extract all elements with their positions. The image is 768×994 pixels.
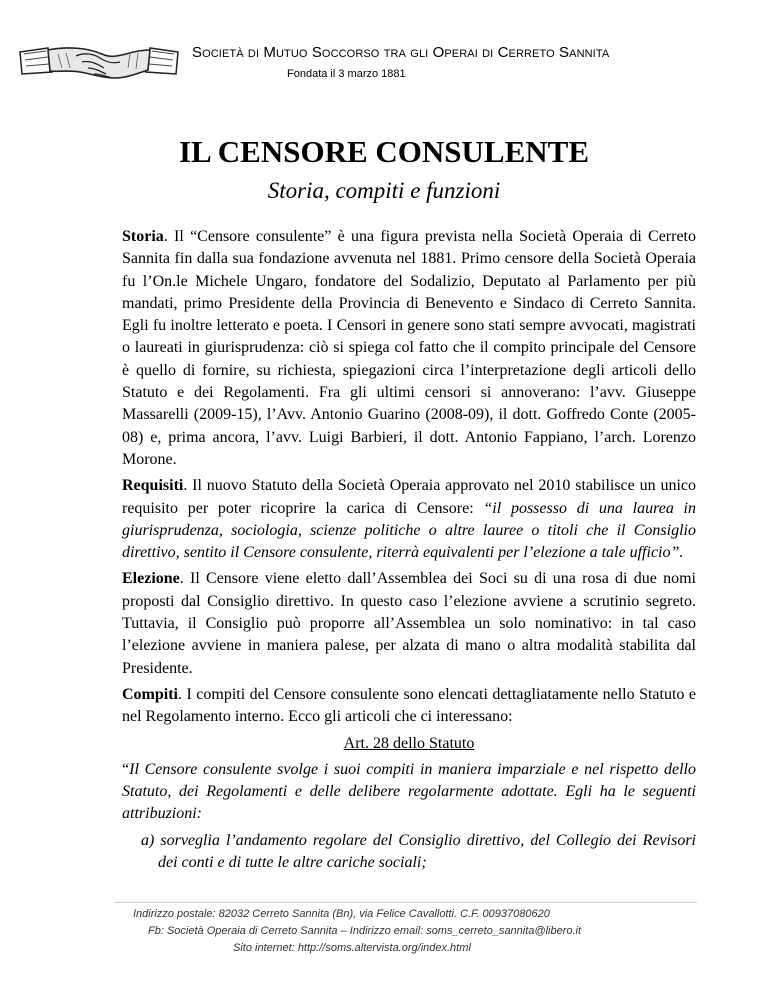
heading-elezione: Elezione	[122, 570, 180, 588]
paragraph-compiti: Compiti. I compiti del Censore consulente sono elencati dettagliatamente nello Statuto e nel Regolamento interno. Ecco gli articoli che ci interessano:	[122, 685, 696, 726]
list-item-a: a) sorveglia l’andamento regolare del Consiglio direttivo, del Collegio dei Revisori dei conti e di tutte le altre cariche sociali;	[141, 831, 696, 872]
paragraph-storia: Storia. Il “Censore consulente” è una figura prevista nella Società Operaia di Cerreto Sannita fin dalla sua fondazione avvenuta nel 1881. Primo censore della Società Operaia fu l’On.le Michele Ungaro, fondatore del Sodalizio, Deputato al Parlamento per più mandati, primo Presidente della Provincia di Benevento e Sindaco di Cerreto Sannita. Egli fu inoltre letterato e poeta. I Censori in genere sono stati sempre avvocati, magistrati o laureati in giurisprudenza: ciò si spiega col fatto che il compito principale del Censore è quello di fornire, su richiesta, spiegazioni circa l’interpretazione degli articoli dello Statuto e dei Regolamenti. Fra gli ultimi censori si annoverano: l’avv. Giuseppe Massarelli (2009-15), l’Avv. Antonio Guarino (2008-09), il dott. Goffredo Conte (2005-08) e, prima ancora, l’avv. Luigi Barbieri, il dott. Antonio Fappiano, l’arch. Lorenzo Morone.	[122, 228, 696, 468]
heading-compiti: Compiti	[122, 685, 178, 703]
society-name: Società di Mutuo Soccorso tra gli Operai di Cerreto Sannita	[192, 44, 610, 61]
document-body	[122, 226, 696, 878]
document-subtitle: Storia, compiti e funzioni	[267, 178, 501, 203]
footer-address: Indirizzo postale: 82032 Cerreto Sannita (Bn), via Felice Cavallotti. C.F. 00937080620	[133, 908, 550, 920]
heading-storia: Storia	[122, 228, 164, 245]
handshake-icon	[18, 38, 180, 84]
heading-requisiti: Requisiti	[122, 477, 184, 495]
footer-divider	[115, 902, 697, 903]
paragraph-elezione: Elezione. Il Censore viene eletto dall’Assemblea dei Soci su di una rosa di due nomi proposti dal Consiglio direttivo. In questo caso l’elezione avviene a scrutinio segreto. Tuttavia, il Consiglio può proporre all’Assemblea un solo nominativo: in tal caso l’elezione avviene in maniera palese, per alzata di mano o altra modalità stabilita dal Presidente.	[122, 570, 696, 677]
footer	[0, 906, 768, 957]
document-title: IL CENSORE CONSULENTE	[178, 134, 589, 169]
article-quote: “Il Censore consulente svolge i suoi compiti in maniera imparziale e nel rispetto dello Statuto, dei Regolamenti e delle delibere regolarmente adottate. Egli ha le seguenti attribuzioni:	[122, 760, 696, 823]
footer-contacts: Fb: Società Operaia di Cerreto Sannita – Indirizzo email: soms_cerreto_sannita@libero.it	[148, 925, 582, 937]
article-heading: Art. 28 dello Statuto	[343, 734, 475, 752]
founding-date: Fondata il 3 marzo 1881	[287, 68, 406, 80]
requisiti-quote: “il possesso di una laurea in giurisprudenza, sociologia, scienze politiche o altre lauree o titoli che il Consiglio direttivo, sentito il Censore consulente, riterrà equivalenti per l’elezione a tale ufficio”.	[122, 499, 697, 562]
paragraph-requisiti: Requisiti. Il nuovo Statuto della Società Operaia approvato nel 2010 stabilisce un unico requisito per poter ricoprire la carica di Censore: “il possesso di una laurea in giurisprudenza, sociologia, scienze politiche o altre lauree o titoli che il Consiglio direttivo, sentito il Censore consulente, riterrà equivalenti per l’elezione a tale ufficio”.	[122, 477, 697, 562]
footer-website: Sito internet: http://soms.altervista.org/index.html	[233, 942, 471, 954]
